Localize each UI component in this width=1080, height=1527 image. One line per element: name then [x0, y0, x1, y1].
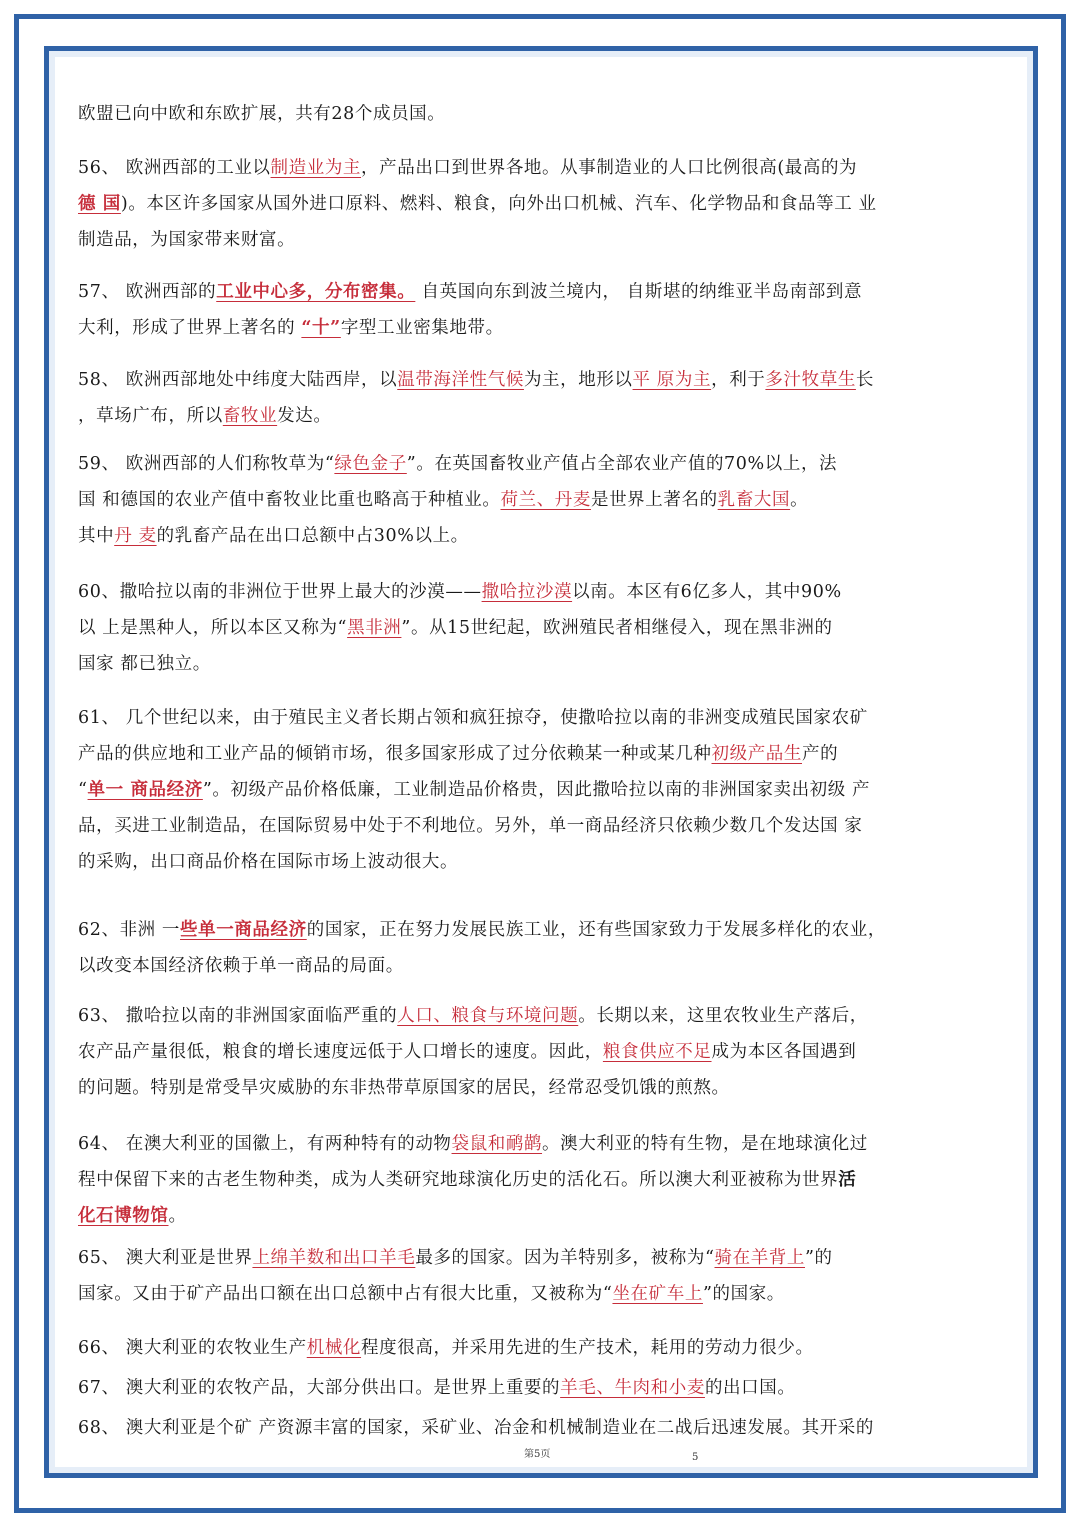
text-segment: 其中 — [78, 526, 115, 546]
text-segment: 60、撒哈拉以南的非洲位于世界上最大的沙漠—— — [78, 582, 482, 602]
text-line — [78, 844, 998, 880]
highlighted-keyword: 人口、粮食与环境问题 — [397, 1006, 579, 1026]
text-line — [78, 1240, 998, 1276]
paragraph-67 — [78, 1370, 998, 1406]
highlighted-keyword: 羊毛、牛肉和小麦 — [560, 1378, 705, 1398]
text-segment: 国 和德国的农业产值中畜牧业比重也略高于种植业。 — [78, 490, 501, 510]
paragraph-68 — [78, 1410, 998, 1446]
highlighted-keyword: 乳畜大国 — [717, 490, 791, 510]
text-line — [78, 186, 998, 222]
text-segment: 61、 几个世纪以来，由于殖民主义者长期占领和疯狂掠夺，使撒哈拉以南的非洲变成殖民国家农矿 — [78, 708, 868, 728]
text-line — [78, 398, 998, 434]
text-segment: 。澳大利亚的特有生物，是在地球演化过 — [542, 1134, 868, 1154]
highlighted-keyword: 骑在羊背上 — [714, 1248, 805, 1268]
highlighted-keyword: 粮食供应不足 — [602, 1042, 712, 1062]
text-line — [78, 150, 998, 186]
text-segment: 66、 澳大利亚的农牧业生产 — [78, 1338, 307, 1358]
text-segment: 62、非洲 一 — [78, 920, 181, 940]
text-line — [78, 1370, 998, 1406]
text-segment: ”的国家。 — [702, 1284, 785, 1304]
text-segment: 最多的国家。因为羊特别多，被称为“ — [415, 1248, 715, 1268]
text-segment: 大利，形成了世界上著名的 — [78, 318, 302, 338]
text-segment: 活 — [838, 1170, 857, 1190]
text-line — [78, 362, 998, 398]
paragraph-61 — [78, 700, 998, 880]
paragraph-65 — [78, 1240, 998, 1312]
text-segment: 的采购，出口商品价格在国际市场上波动很大。 — [78, 852, 459, 872]
text-line — [78, 772, 998, 808]
text-segment: 。 — [790, 490, 809, 510]
text-line — [78, 912, 998, 948]
text-segment: 品，买进工业制造品，在国际贸易中处于不利地位。另外，单一商品经济只依赖少数几个发达国 家 — [78, 816, 863, 836]
highlighted-keyword: 坐在矿车上 — [612, 1284, 703, 1304]
text-segment: ”。在英国畜牧业产值占全部农业产值的70%以上，法 — [406, 454, 838, 474]
text-line — [78, 1162, 998, 1198]
paragraph-64 — [78, 1126, 998, 1234]
text-segment: ，产品出口到世界各地。从事制造业的人口比例很高(最高的为 — [361, 158, 858, 178]
text-segment: 以 上是黑种人，所以本区又称为“ — [78, 618, 348, 638]
highlighted-keyword: 荷兰、丹麦 — [500, 490, 591, 510]
text-line — [78, 482, 998, 518]
text-segment: 是世界上著名的 — [590, 490, 718, 510]
text-segment: ”。初级产品价格低廉，工业制造品价格贵，因此撒哈拉以南的非洲国家卖出初级 产 — [202, 780, 871, 800]
text-segment: 发达。 — [277, 406, 332, 426]
highlighted-keyword: 些单一商品经济 — [180, 920, 307, 940]
highlighted-keyword: 制造业为主 — [270, 158, 362, 178]
text-line — [78, 610, 998, 646]
text-segment: “ — [78, 780, 88, 800]
text-line — [78, 96, 998, 132]
text-segment: 国家。又由于矿产品出口额在出口总额中占有很大比重，又被称为“ — [78, 1284, 613, 1304]
paragraph-60 — [78, 574, 998, 682]
text-line — [78, 310, 998, 346]
text-line — [78, 948, 998, 984]
text-segment: 64、 在澳大利亚的国徽上，有两种特有的动物 — [78, 1134, 452, 1154]
text-segment: )。本区许多国家从国外进口原料、燃料、粮食，向外出口机械、汽车、化学物品和食品等工 业 — [120, 194, 877, 214]
text-segment: 68、 澳大利亚是个矿 产资源丰富的国家，采矿业、冶金和机械制造业在二战后迅速发展。其开采的 — [78, 1418, 874, 1438]
text-line — [78, 808, 998, 844]
text-segment: 为主，地形以 — [523, 370, 633, 390]
text-segment: 57、 欧洲西部的 — [78, 282, 217, 302]
highlighted-keyword: 化石博物馆 — [78, 1206, 169, 1226]
text-segment: 国家 都已独立。 — [78, 654, 211, 674]
paragraph-56 — [78, 150, 998, 258]
paragraph-62 — [78, 912, 998, 984]
text-segment: ”。从15世纪起，欧洲殖民者相继侵入，现在黑非洲的 — [401, 618, 833, 638]
text-segment: ”的 — [805, 1248, 833, 1268]
highlighted-keyword: 工业中心多，分布密集。 — [216, 282, 416, 302]
highlighted-keyword: 初级产品生 — [711, 744, 802, 764]
text-segment: 产品的供应地和工业产品的倾销市场，很多国家形成了过分依赖某一种或某几种 — [78, 744, 712, 764]
text-segment: 63、 撒哈拉以南的非洲国家面临严重的 — [78, 1006, 398, 1026]
text-segment: 成为本区各国遇到 — [711, 1042, 857, 1062]
text-line — [78, 518, 998, 554]
footer-page-number: 5 — [692, 1452, 699, 1463]
text-segment: 产的 — [802, 744, 839, 764]
text-line — [78, 274, 998, 310]
text-segment: 自英国向东到波兰境内， 自斯堪的纳维亚半岛南部到意 — [415, 282, 863, 302]
text-line — [78, 1198, 998, 1234]
paragraph-57 — [78, 274, 998, 346]
text-segment: 程中保留下来的古老生物种类，成为人类研究地球演化历史的活化石。所以澳大利亚被称为世界 — [78, 1170, 839, 1190]
text-segment: ，草场广布，所以 — [78, 406, 223, 426]
paragraph-58 — [78, 362, 998, 434]
highlighted-keyword: “十” — [301, 318, 341, 338]
paragraph-59 — [78, 446, 998, 554]
text-line — [78, 998, 998, 1034]
footer-page-label: 第5页 — [524, 1449, 551, 1460]
text-segment: 的乳畜产品在出口总额中占30%以上。 — [156, 526, 469, 546]
text-line — [78, 1034, 998, 1070]
text-segment: 58、 欧洲西部地处中纬度大陆西岸，以 — [78, 370, 398, 390]
text-segment: 以改变本国经济依赖于单一商品的局面。 — [78, 956, 404, 976]
highlighted-keyword: 机械化 — [306, 1338, 362, 1358]
paragraph-intro — [78, 96, 998, 132]
text-line — [78, 574, 998, 610]
text-line — [78, 1070, 998, 1106]
highlighted-keyword: 平 原为主 — [632, 370, 712, 390]
text-segment: 的国家，正在努力发展民族工业，还有些国家致力于发展多样化的农业， — [306, 920, 886, 940]
highlighted-keyword: 袋鼠和鸸鹋 — [451, 1134, 543, 1154]
text-segment: 程度很高，并采用先进的生产技术，耗用的劳动力很少。 — [361, 1338, 814, 1358]
highlighted-keyword: 温带海洋性气候 — [397, 370, 524, 390]
text-segment: 。长期以来，这里农牧业生产落后， — [578, 1006, 868, 1026]
text-line — [78, 646, 998, 682]
text-segment: ，利于 — [711, 370, 766, 390]
text-segment: 的出口国。 — [704, 1378, 796, 1398]
text-segment: 农产品产量很低，粮食的增长速度远低于人口增长的速度。因此， — [78, 1042, 603, 1062]
highlighted-keyword: 绿色金子 — [334, 454, 407, 474]
text-line — [78, 1330, 998, 1366]
highlighted-keyword: 撒哈拉沙漠 — [481, 582, 573, 602]
text-line — [78, 700, 998, 736]
text-segment: 65、 澳大利亚是世界 — [78, 1248, 253, 1268]
text-line — [78, 1410, 998, 1446]
highlighted-keyword: 德 国 — [78, 194, 121, 214]
text-segment: 长 — [855, 370, 875, 390]
text-line — [78, 222, 998, 258]
text-segment: 以南。本区有6亿多人，其中90% — [572, 582, 842, 602]
text-segment: 。 — [168, 1206, 187, 1226]
text-line — [78, 1126, 998, 1162]
text-segment: 59、 欧洲西部的人们称牧草为“ — [78, 454, 335, 474]
text-segment: 欧盟已向中欧和东欧扩展，共有28个成员国。 — [78, 104, 446, 124]
highlighted-keyword: 黑非洲 — [347, 618, 402, 638]
text-line — [78, 1276, 998, 1312]
paragraph-66 — [78, 1330, 998, 1366]
text-segment: 67、 澳大利亚的农牧产品，大部分供出口。是世界上重要的 — [78, 1378, 561, 1398]
highlighted-keyword: 多汁牧草生 — [765, 370, 856, 390]
highlighted-keyword: 丹 麦 — [114, 526, 157, 546]
text-line — [78, 446, 998, 482]
text-segment: 56、 欧洲西部的工业以 — [78, 158, 271, 178]
text-segment: 制造品，为国家带来财富。 — [78, 230, 296, 250]
text-segment: 的问题。特别是常受旱灾威胁的东非热带草原国家的居民，经常忍受饥饿的煎熬。 — [78, 1078, 730, 1098]
highlighted-keyword: 单一 商品经济 — [87, 780, 203, 800]
text-segment: 字型工业密集地带。 — [340, 318, 504, 338]
highlighted-keyword: 上绵羊数和出口羊毛 — [252, 1248, 416, 1268]
paragraph-63 — [78, 998, 998, 1106]
highlighted-keyword: 畜牧业 — [222, 406, 278, 426]
text-line — [78, 736, 998, 772]
